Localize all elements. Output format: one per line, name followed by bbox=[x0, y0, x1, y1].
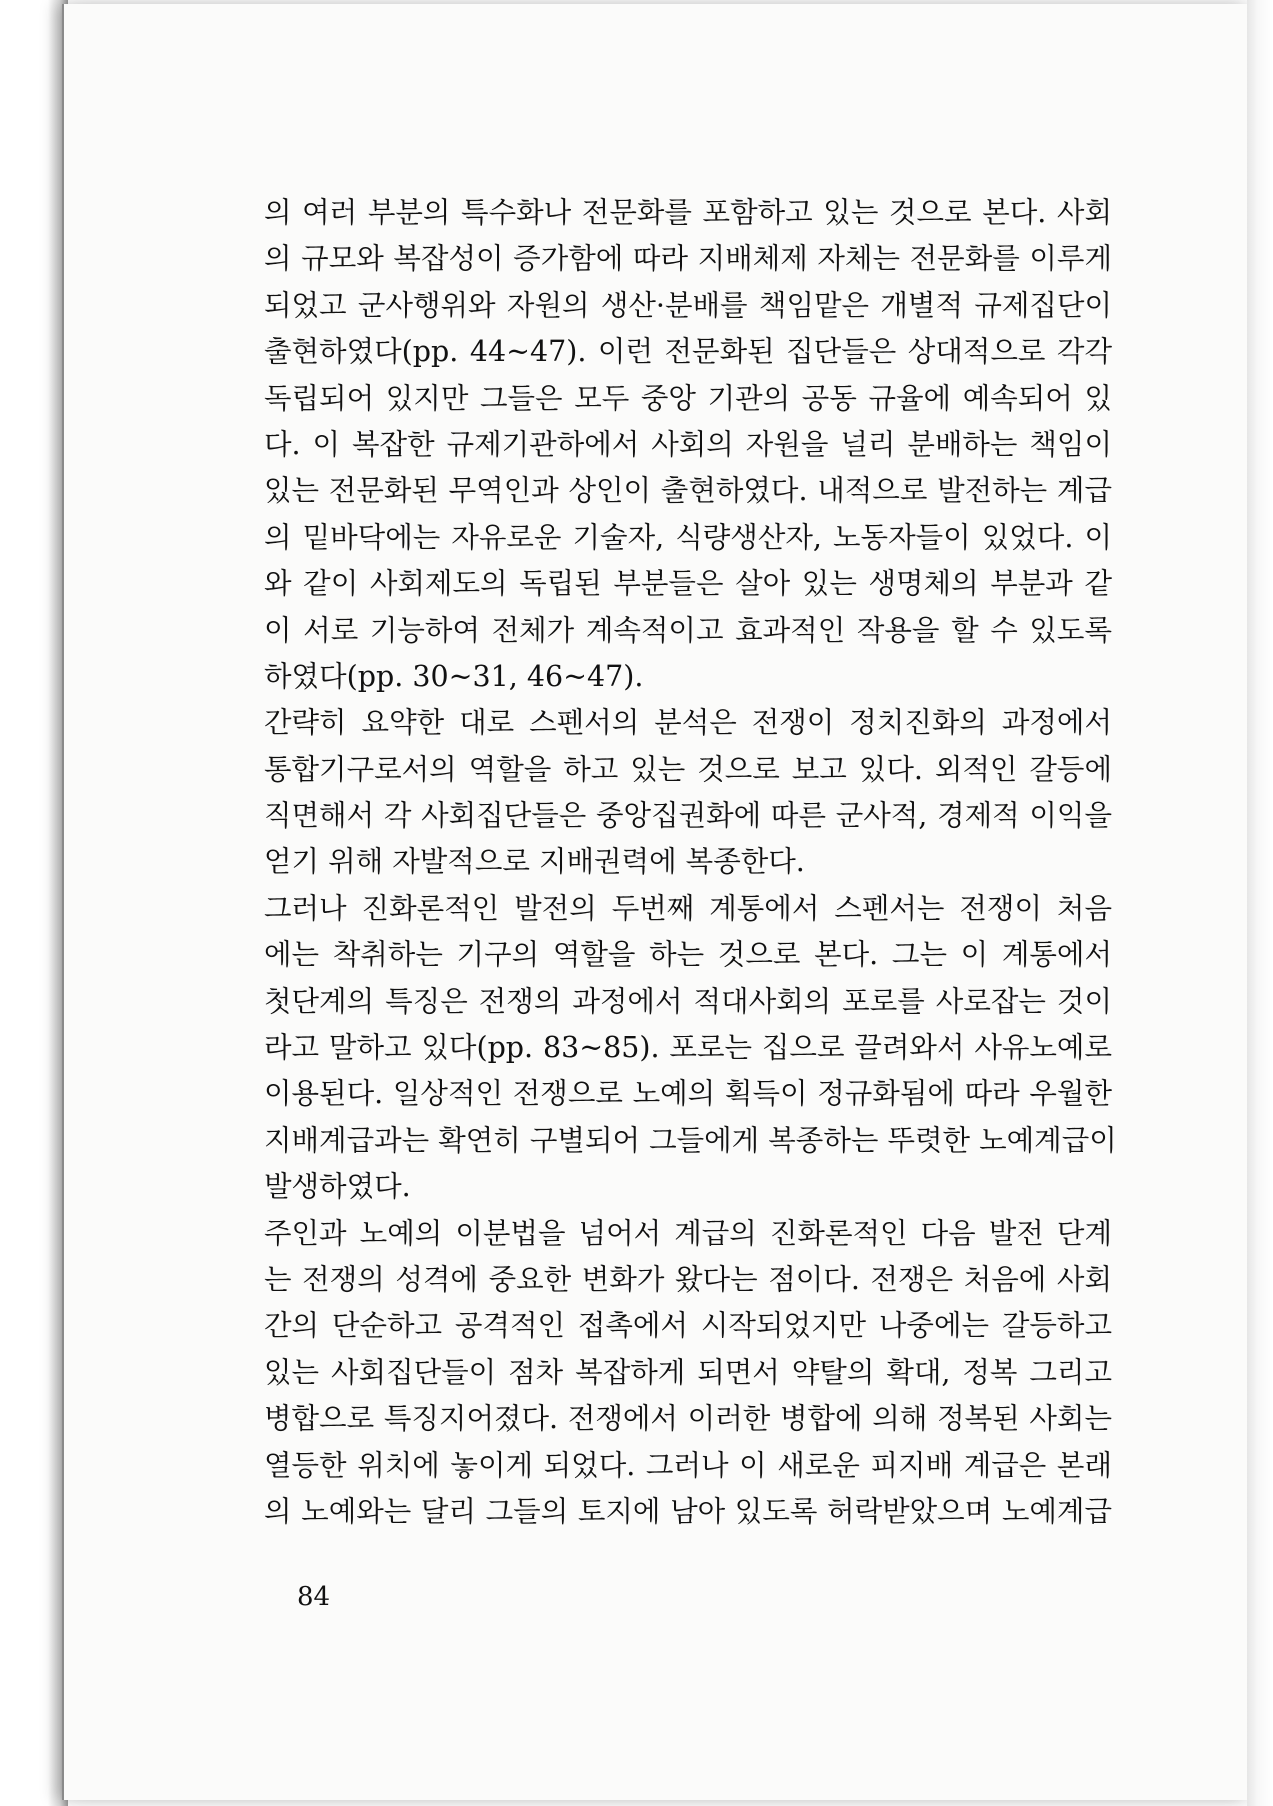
text-line: 독립되어 있지만 그들은 모두 중앙 기관의 공동 규율에 예속되어 있 bbox=[264, 381, 1112, 415]
page-number: 84 bbox=[297, 1582, 331, 1612]
text-line: 라고 말하고 있다(pp. 83~85). 포로는 집으로 끌려와서 사유노예로 bbox=[264, 1031, 1112, 1065]
text-line: 는 전쟁의 성격에 중요한 변화가 왔다는 점이다. 전쟁은 처음에 사회 bbox=[264, 1262, 1112, 1296]
text-line: 간의 단순하고 공격적인 접촉에서 시작되었지만 나중에는 갈등하고 bbox=[264, 1309, 1112, 1343]
text-line: 직면해서 각 사회집단들은 중앙집권화에 따른 군사적, 경제적 이익을 bbox=[264, 799, 1112, 833]
body-text bbox=[264, 190, 1117, 1535]
text-line: 다. 이 복잡한 규제기관하에서 사회의 자원을 널리 분배하는 책임이 bbox=[264, 427, 1112, 461]
text-line: 열등한 위치에 놓이게 되었다. 그러나 이 새로운 피지배 계급은 본래 bbox=[264, 1448, 1112, 1482]
text-line: 이용된다. 일상적인 전쟁으로 노예의 획득이 정규화됨에 따라 우월한 bbox=[264, 1077, 1112, 1111]
text-line: 있는 사회집단들이 점차 복잡하게 되면서 약탈의 확대, 정복 그리고 bbox=[264, 1355, 1112, 1389]
text-line: 의 여러 부분의 특수화나 전문화를 포함하고 있는 것으로 본다. 사회 bbox=[264, 196, 1112, 229]
text-line: 의 밑바닥에는 자유로운 기술자, 식량생산자, 노동자들이 있었다. 이 bbox=[264, 520, 1112, 554]
text-line: 주인과 노예의 이분법을 넘어서 계급의 진화론적인 다음 발전 단계 bbox=[264, 1216, 1112, 1250]
text-line: 지배계급과는 확연히 구별되어 그들에게 복종하는 뚜렷한 노예계급이 bbox=[264, 1123, 1117, 1157]
text-line: 와 같이 사회제도의 독립된 부분들은 살아 있는 생명체의 부분과 같 bbox=[264, 567, 1112, 601]
text-line: 되었고 군사행위와 자원의 생산·분배를 책임맡은 개별적 규제집단이 bbox=[264, 288, 1112, 322]
text-line: 발생하였다. bbox=[264, 1170, 411, 1204]
text-line: 에는 착취하는 기구의 역할을 하는 것으로 본다. 그는 이 계통에서 bbox=[264, 938, 1112, 972]
page-right-edge bbox=[1247, 0, 1273, 1806]
text-line: 의 규모와 복잡성이 증가함에 따라 지배체제 자체는 전문화를 이루게 bbox=[264, 242, 1112, 276]
text-line: 있는 전문화된 무역인과 상인이 출현하였다. 내적으로 발전하는 계급 bbox=[264, 474, 1112, 508]
text-line: 하였다(pp. 30~31, 46~47). bbox=[264, 659, 644, 693]
text-line: 통합기구로서의 역할을 하고 있는 것으로 보고 있다. 외적인 갈등에 bbox=[264, 752, 1112, 786]
text-line: 그러나 진화론적인 발전의 두번째 계통에서 스펜서는 전쟁이 처음 bbox=[264, 891, 1112, 925]
text-line: 이 서로 기능하여 전체가 계속적이고 효과적인 작용을 할 수 있도록 bbox=[264, 613, 1112, 647]
text-line: 간략히 요약한 대로 스펜서의 분석은 전쟁이 정치진화의 과정에서 bbox=[264, 706, 1112, 740]
text-line: 얻기 위해 자발적으로 지배권력에 복종한다. bbox=[264, 845, 805, 879]
text-line: 의 노예와는 달리 그들의 토지에 남아 있도록 허락받았으며 노예계급 bbox=[264, 1494, 1112, 1528]
text-line: 병합으로 특징지어졌다. 전쟁에서 이러한 병합에 의해 정복된 사회는 bbox=[264, 1402, 1112, 1436]
text-line: 첫단계의 특징은 전쟁의 과정에서 적대사회의 포로를 사로잡는 것이 bbox=[264, 984, 1112, 1018]
text-line: 출현하였다(pp. 44~47). 이런 전문화된 집단들은 상대적으로 각각 bbox=[264, 335, 1112, 369]
